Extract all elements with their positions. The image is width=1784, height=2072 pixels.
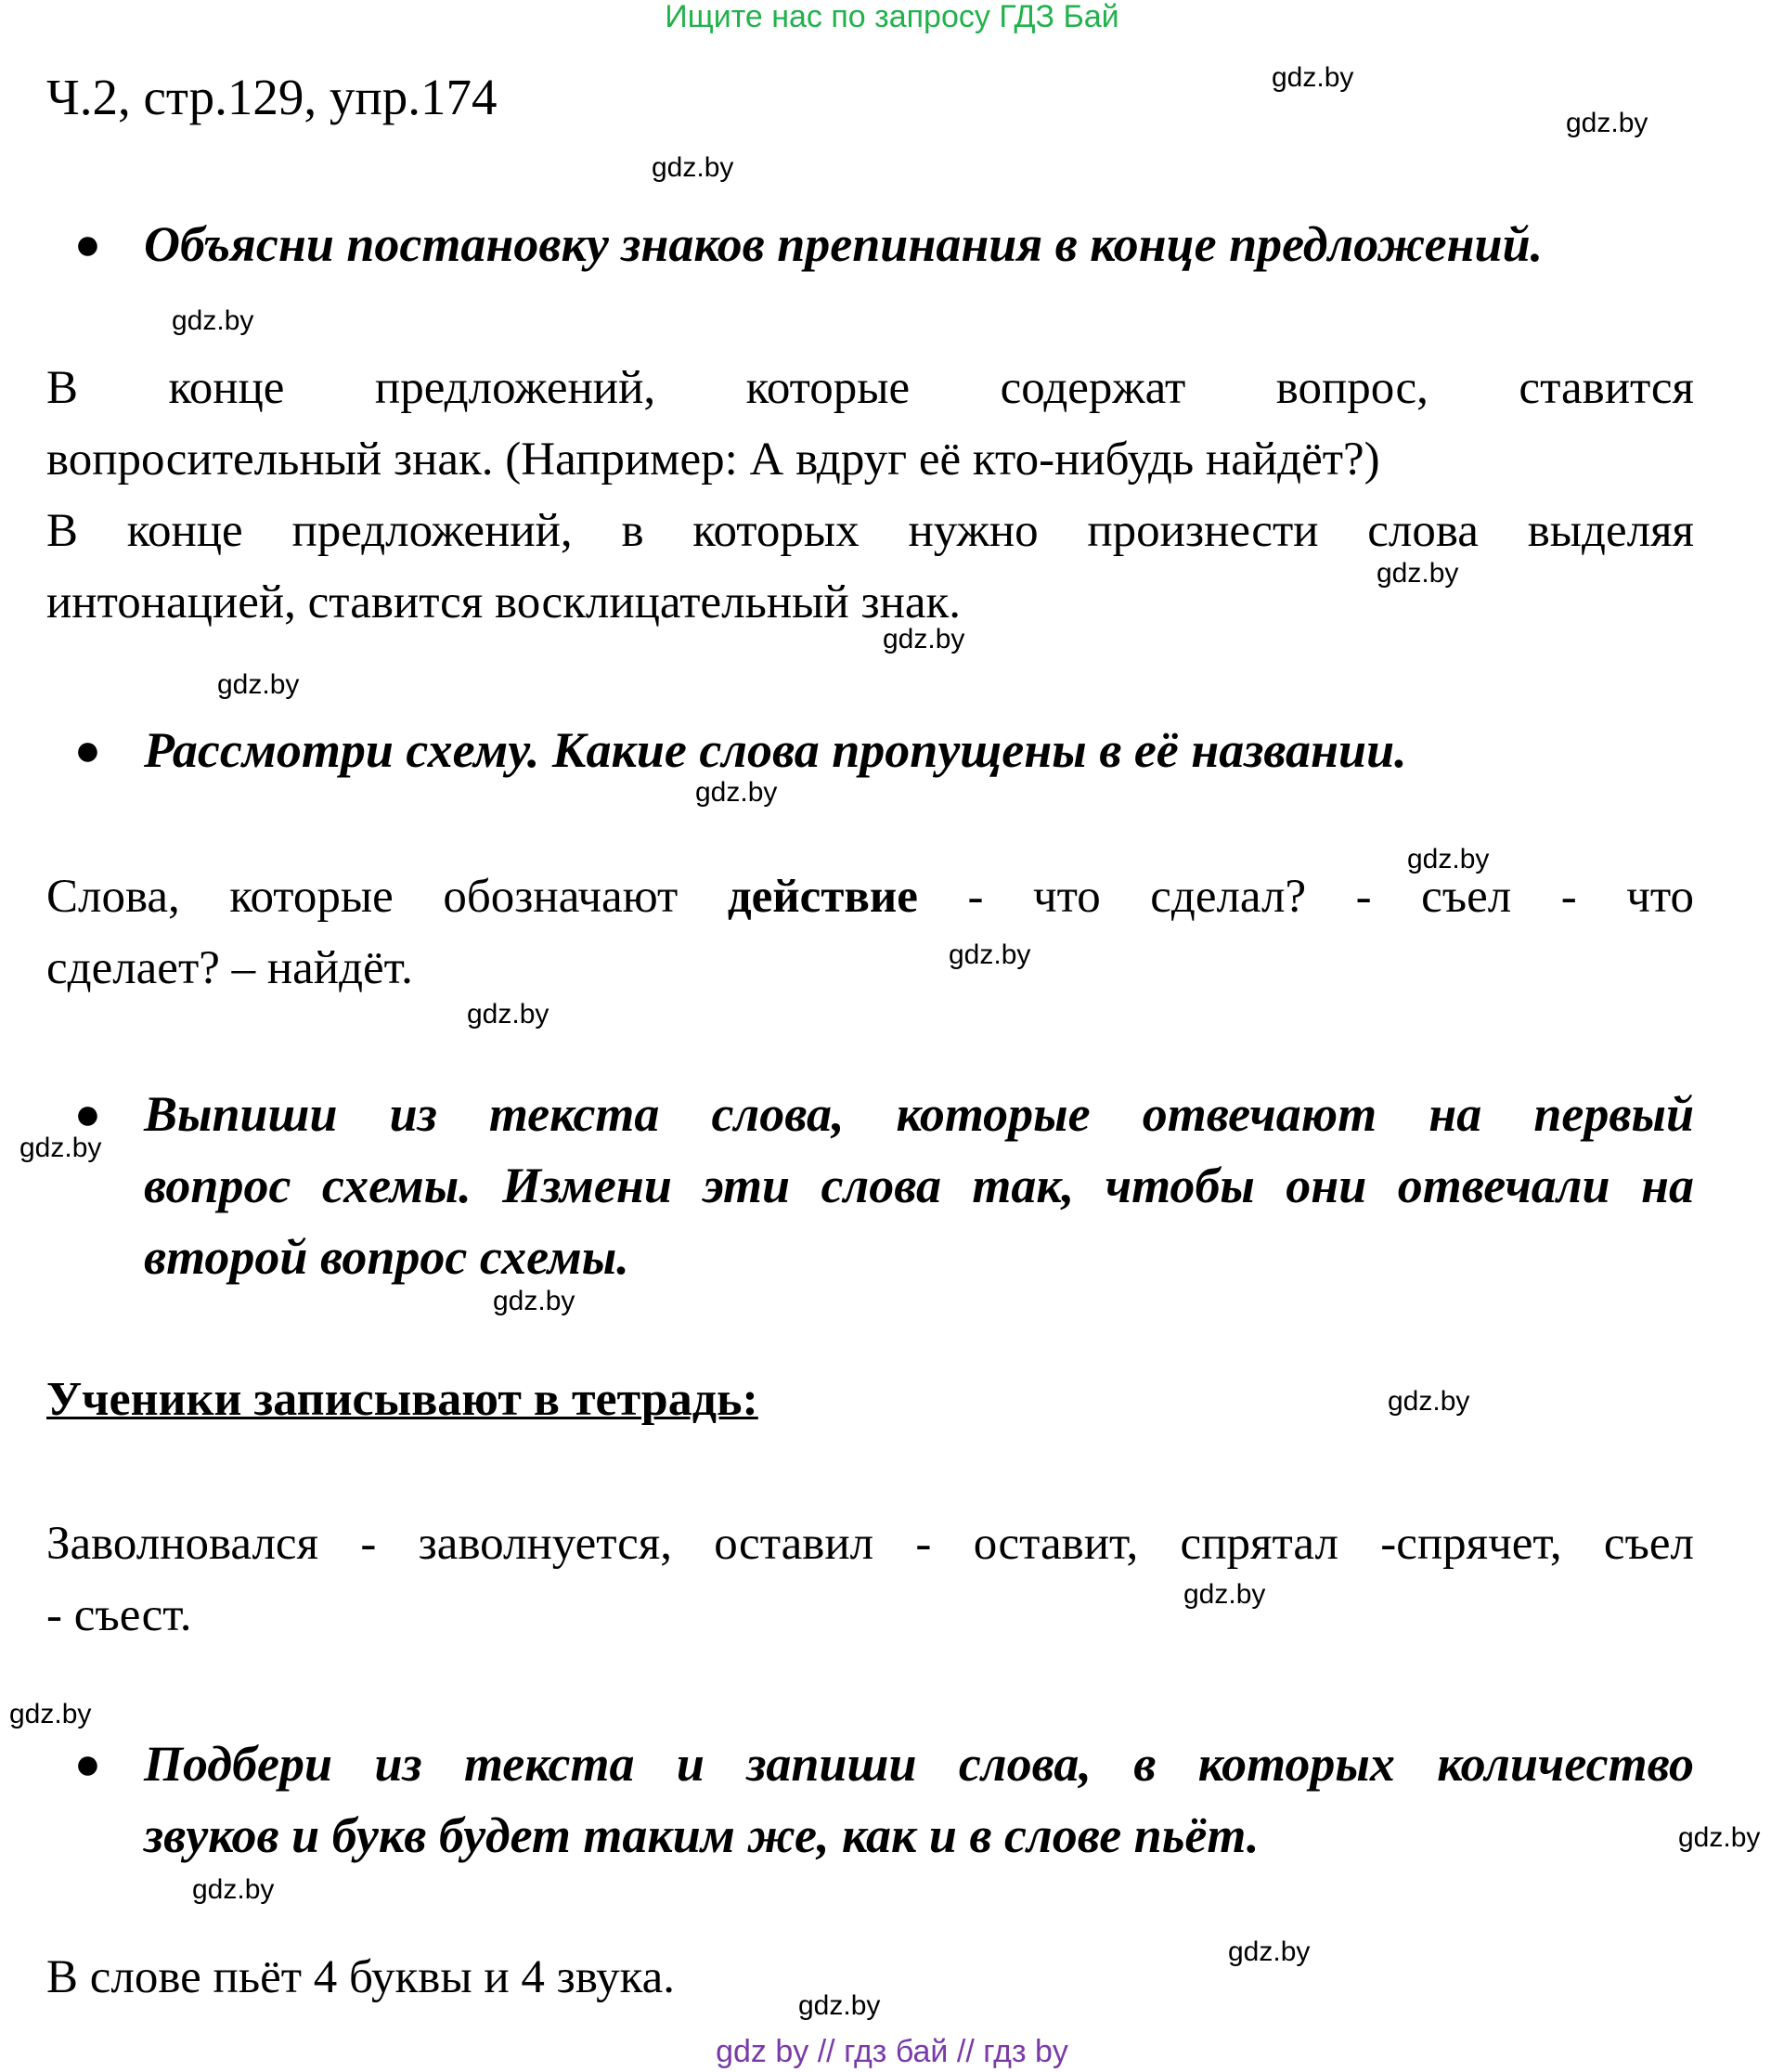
bullet-icon: ●	[74, 1090, 101, 1139]
watermark: gdz.by	[798, 1990, 881, 2021]
watermark: gdz.by	[1272, 62, 1354, 93]
watermark: gdz.by	[9, 1699, 92, 1729]
watermark: gdz.by	[192, 1874, 275, 1905]
watermark: gdz.by	[1388, 1386, 1470, 1417]
watermark: gdz.by	[1566, 108, 1648, 138]
watermark: gdz.by	[1407, 844, 1490, 874]
footer-links	[0, 2035, 1784, 2068]
task-text: второй вопрос схемы.	[144, 1229, 629, 1285]
bullet-icon: ●	[74, 726, 101, 775]
task-bullet-1	[74, 209, 1694, 280]
answer-line: сделает? – найдёт.	[46, 942, 413, 994]
section-subheading: Ученики записывают в тетрадь:	[46, 1373, 758, 1426]
watermark: gdz.by	[493, 1286, 575, 1316]
watermark: gdz.by	[949, 939, 1031, 970]
answer-line: В конце предложений, которые содержат вопрос, ставится	[46, 362, 1694, 414]
watermark: gdz.by	[1377, 558, 1459, 589]
task-text: Выпиши из текста слова, которые отвечают на первый	[144, 1086, 1694, 1142]
answer-line: Заволновался - заволнуется, оставил - оставит, спрятал -спрячет, съел	[46, 1518, 1694, 1570]
task-bullet-3	[74, 1079, 1694, 1293]
task-text: Рассмотри схему. Какие слова пропущены в её названии.	[144, 722, 1407, 778]
task-bullet-2	[74, 715, 1694, 786]
top-banner: Ищите нас по запросу ГДЗ Бай	[665, 0, 1119, 34]
watermark: gdz.by	[19, 1133, 102, 1163]
watermark: gdz.by	[652, 152, 734, 183]
page-heading: Ч.2, стр.129, упр.174	[46, 69, 498, 125]
task-text: Объясни постановку знаков препинания в конце предложений.	[144, 216, 1544, 272]
task-text: Подбери из текста и запиши слова, в которых количество	[144, 1736, 1694, 1792]
answer-line: В конце предложений, в которых нужно произнести слова выделяя	[46, 505, 1694, 557]
footer-link-gdz-by[interactable]: gdz by	[716, 2034, 809, 2069]
task-bullet-4	[74, 1729, 1694, 1871]
footer-link-gdz-by-cyr[interactable]: гдз by	[983, 2034, 1068, 2069]
answer-prefix: Слова, которые обозначают	[46, 871, 679, 923]
watermark: gdz.by	[172, 305, 254, 336]
answer-paragraph-3	[46, 1509, 1694, 1651]
footer-separator: //	[956, 2034, 975, 2069]
task-text: звуков и букв будет таким же, как и в слове пьёт.	[144, 1807, 1260, 1863]
bullet-icon: ●	[74, 1740, 101, 1789]
answer-line: В слове пьёт 4 буквы и 4 звука.	[46, 1951, 676, 2003]
watermark: gdz.by	[1228, 1936, 1311, 1967]
answer-suffix: - что сделал? - съел - что	[967, 871, 1695, 923]
answer-line: вопросительный знак. (Например: А вдруг её кто-нибудь найдёт?)	[46, 434, 1380, 486]
footer-separator: //	[817, 2034, 835, 2069]
watermark: gdz.by	[1678, 1822, 1761, 1853]
answer-line: интонацией, ставится восклицательный знак.	[46, 576, 962, 628]
watermark: gdz.by	[883, 624, 965, 654]
bullet-icon: ●	[74, 220, 101, 269]
watermark: gdz.by	[217, 669, 300, 700]
task-text: вопрос схемы. Измени эти слова так, чтобы они отвечали на	[144, 1158, 1694, 1213]
answer-line: - съест.	[46, 1589, 192, 1641]
footer-link-gdz-bai[interactable]: гдз бай	[844, 2034, 949, 2069]
answer-bold-term: действие	[727, 871, 918, 923]
answer-paragraph-1	[46, 353, 1694, 639]
answer-paragraph-2	[46, 861, 1694, 1004]
watermark: gdz.by	[467, 999, 549, 1030]
watermark: gdz.by	[695, 777, 778, 808]
watermark: gdz.by	[1183, 1579, 1266, 1610]
